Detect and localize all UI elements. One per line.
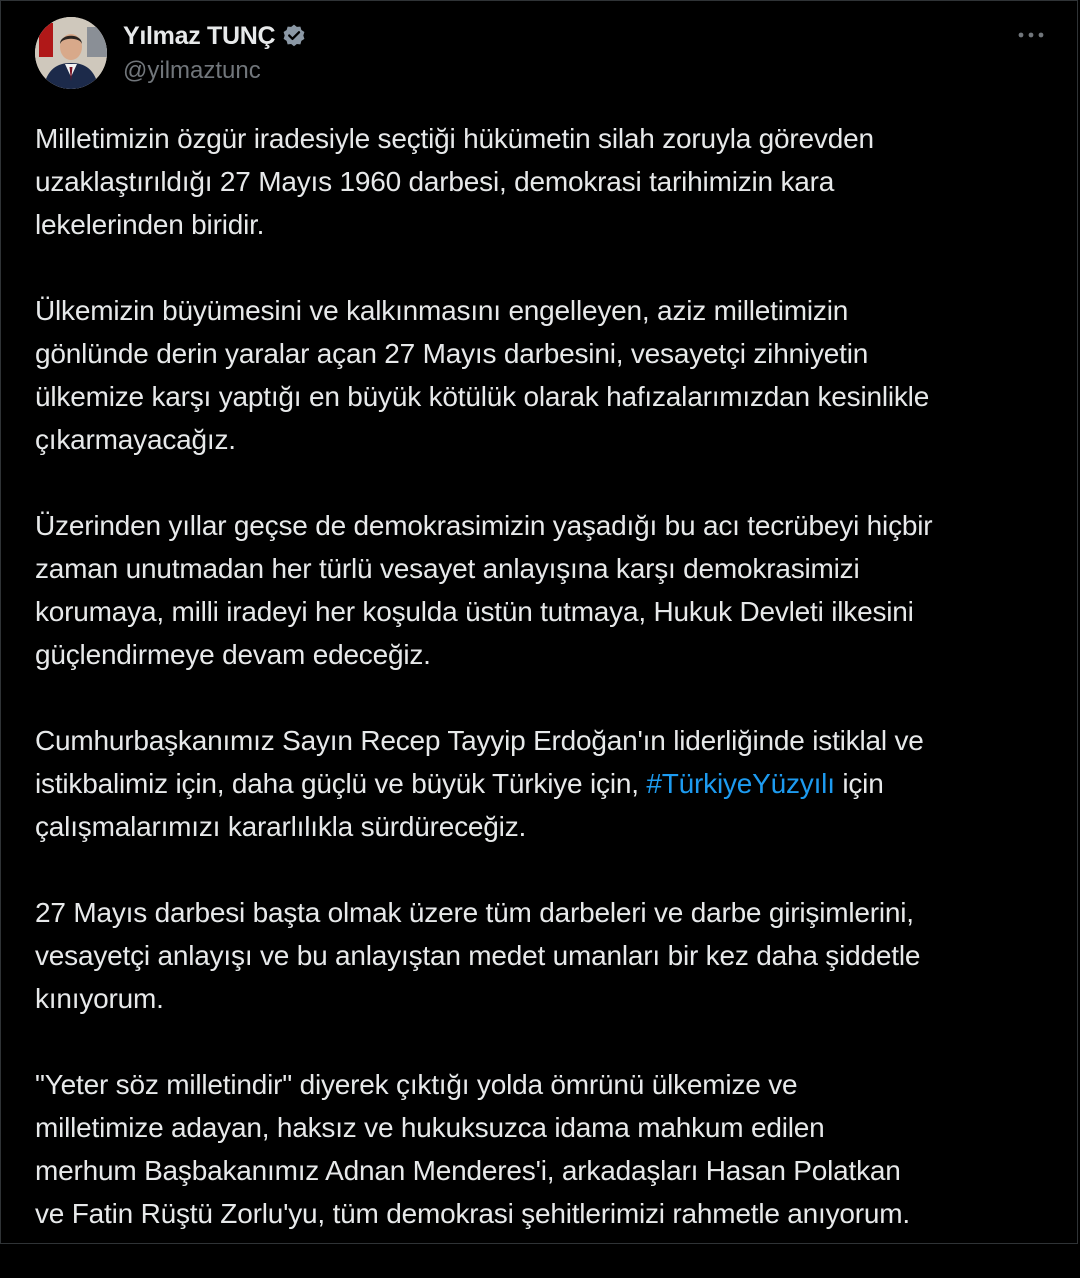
tweet-header [35,17,1055,97]
verified-badge-icon[interactable] [281,23,307,49]
tweet-paragraph-4 [35,719,1059,848]
hashtag-link[interactable]: #TürkiyeYüzyılı [646,768,835,799]
profile-avatar[interactable] [35,17,107,89]
tweet-paragraph-5: 27 Mayıs darbesi başta olmak üzere tüm darbeleri ve darbe girişimlerini, vesayetçi anlayışı ve bu anlayıştan medet umanları bir kez daha şiddetle kınıyorum. [35,897,921,1014]
author-handle[interactable]: @yilmaztunc [123,57,261,84]
author-names [123,19,307,85]
paragraph-4-text-before: Cumhurbaşkanımız Sayın Recep Tayyip Erdoğan'ın liderliğinde istiklal ve istikbalimiz için, daha güçlü ve büyük Türkiye için, [35,725,924,799]
more-options-icon[interactable] [1015,25,1047,45]
tweet-text [35,117,1059,1278]
display-name[interactable]: Yılmaz TUNÇ [123,21,276,50]
tweet-paragraph-1: Milletimizin özgür iradesiyle seçtiği hükümetin silah zoruyla görevden uzaklaştırıldığı 27 Mayıs 1960 darbesi, demokrasi tarihimizin kara lekelerinden biridir. [35,123,874,240]
avatar-image [35,17,107,89]
tweet-paragraph-3: Üzerinden yıllar geçse de demokrasimizin yaşadığı bu acı tecrübeyi hiçbir zaman unutmadan her türlü vesayet anlayışına karşı demokrasimizi korumaya, milli iradeyi her koşulda üstün tutmaya, Hukuk Devleti ilkesini güçlendirmeye devam edeceğiz. [35,510,933,670]
display-name-row [123,19,307,53]
paragraph-4-text-after: için çalışmalarımızı kararlılıkla sürdüreceğiz. [35,768,884,842]
tweet-paragraph-2: Ülkemizin büyümesini ve kalkınmasını engelleyen, aziz milletimizin gönlünde derin yaralar açan 27 Mayıs darbesini, vesayetçi zihniyetin ülkemize karşı yaptığı en büyük kötülük olarak hafızalarımızdan kesinlikle çıkarmayacağız. [35,295,930,455]
tweet-paragraph-6: "Yeter söz milletindir" diyerek çıktığı yolda ömrünü ülkemize ve milletimize adayan, haksız ve hukuksuzca idama mahkum edilen merhum Başbakanımız Adnan Menderes'i, arkadaşları Hasan Polatkan ve Fatin Rüştü Zorlu'yu, tüm demokrasi şehitlerimizi rahmetle anıyorum. [35,1069,911,1229]
